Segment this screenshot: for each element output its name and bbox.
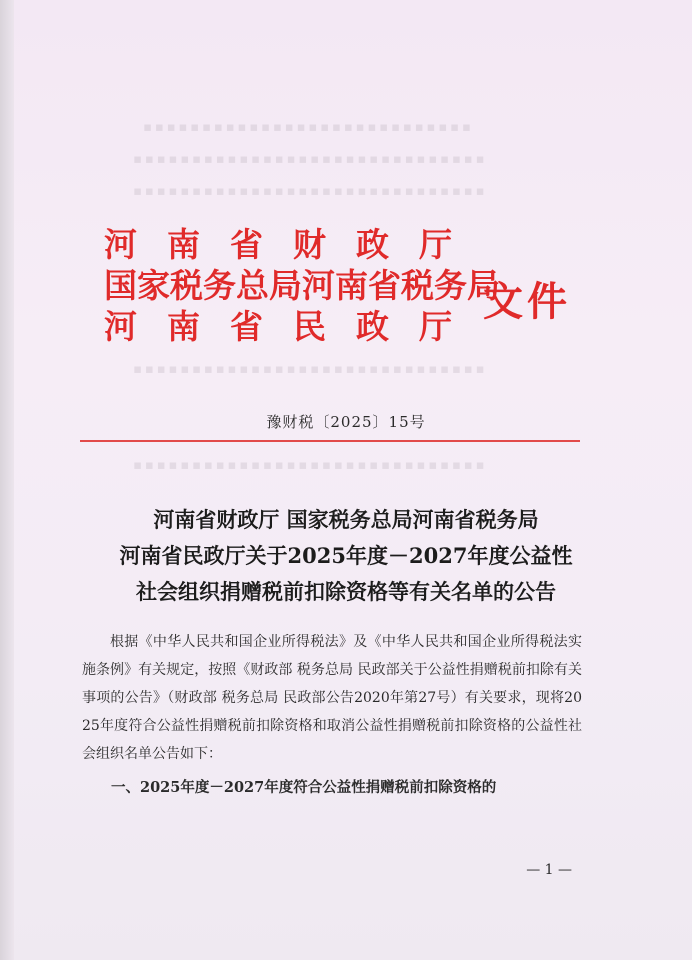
header-line-finance: 河南省财政厅: [104, 225, 482, 264]
red-separator-line: [80, 440, 580, 442]
section-heading-1: 一、2025年度－2027年度符合公益性捐赠税前扣除资格的: [111, 779, 497, 796]
page-edge-shadow: [0, 0, 14, 960]
title-line-3: 社会组织捐赠税前扣除资格等有关名单的公告: [136, 579, 556, 604]
bleed-through-texture: ▪▪▪▪▪▪▪▪▪▪▪▪▪▪▪▪▪▪▪▪▪▪▪▪▪▪▪▪▪▪: [130, 458, 485, 473]
document-number: 豫财税〔2025〕15号: [266, 413, 426, 431]
issuing-authorities-header: [104, 224, 500, 347]
announcement-title: [60, 502, 632, 610]
bleed-through-texture: ▪▪▪▪▪▪▪▪▪▪▪▪▪▪▪▪▪▪▪▪▪▪▪▪▪▪▪▪▪▪: [130, 184, 485, 199]
body-text: [82, 628, 582, 802]
title-line-1: 河南省财政厅 国家税务总局河南省税务局: [153, 507, 539, 532]
title-line-2: 河南省民政厅关于2025年度－2027年度公益性: [119, 543, 573, 568]
header-line-tax: 国家税务总局河南省税务局: [104, 266, 500, 305]
page-number: — 1 —: [526, 862, 572, 878]
header-line-civil: 河南省民政厅: [104, 307, 482, 346]
bleed-through-texture: ▪▪▪▪▪▪▪▪▪▪▪▪▪▪▪▪▪▪▪▪▪▪▪▪▪▪▪▪: [140, 120, 471, 135]
bleed-through-texture: ▪▪▪▪▪▪▪▪▪▪▪▪▪▪▪▪▪▪▪▪▪▪▪▪▪▪▪▪▪▪: [130, 362, 485, 377]
header-document-suffix: 文件: [483, 278, 571, 325]
bleed-through-texture: ▪▪▪▪▪▪▪▪▪▪▪▪▪▪▪▪▪▪▪▪▪▪▪▪▪▪▪▪▪▪: [130, 152, 485, 167]
body-paragraph-1: 根据《中华人民共和国企业所得税法》及《中华人民共和国企业所得税法实施条例》有关规定，按照《财政部 税务总局 民政部关于公益性捐赠税前扣除有关事项的公告》（财政部 税务总局 民政部公告2020年第27号）有关要求，现将2025年度符合公益性捐赠税前扣除资格和取消公益性捐赠税前扣除资格的公益性社会组织名单公告如下：: [82, 634, 582, 762]
